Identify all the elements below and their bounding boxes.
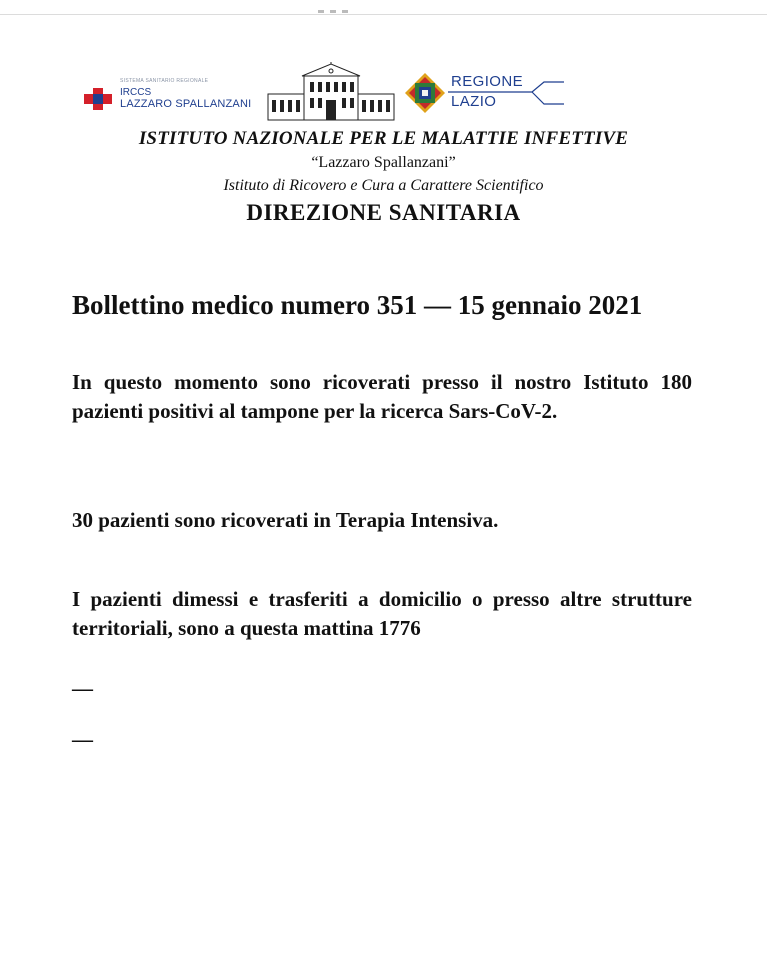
top-edge-fragment — [318, 0, 398, 4]
page-top-edge — [0, 0, 767, 15]
separator-dash: — — [72, 676, 93, 700]
bulletin-paragraph-patients: In questo momento sono ricoverati presso il nostro Istituto 180 pazienti positivi al tampone per la ricerca Sars-CoV-2. — [72, 370, 692, 423]
irccs-logo — [84, 76, 254, 112]
header-logos — [84, 62, 564, 124]
bulletin-paragraph-icu: 30 pazienti sono ricoverati in Terapia Intensiva. — [72, 508, 499, 532]
separator-dash: — — [72, 727, 93, 751]
regione-lazio-logo — [404, 72, 564, 114]
irccs-line2: LAZZARO SPALLANZANI — [120, 98, 252, 110]
institute-subname: “Lazzaro Spallanzani” — [311, 154, 456, 171]
institute-subtitle: Istituto di Ricovero e Cura a Carattere Scientifico — [223, 177, 544, 194]
region-emblem-icon — [404, 72, 446, 114]
region-line2: LAZIO — [451, 93, 497, 110]
hospital-building-icon — [266, 62, 396, 122]
institute-name: ISTITUTO NAZIONALE PER LE MALATTIE INFETTIVE — [138, 128, 629, 149]
department-title: DIREZIONE SANITARIA — [246, 200, 521, 225]
irccs-line1: IRCCS — [120, 87, 152, 98]
bulletin-paragraph-discharged: I pazienti dimessi e trasferiti a domicilio o presso altre strutture territoriali, sono a questa mattina 1776 — [72, 587, 692, 640]
irccs-small-text: SISTEMA SANITARIO REGIONALE — [120, 78, 209, 84]
red-cross-icon — [84, 88, 112, 110]
region-line1: REGIONE — [451, 73, 523, 90]
bulletin-title: Bollettino medico numero 351 — 15 gennaio 2021 — [72, 290, 643, 320]
